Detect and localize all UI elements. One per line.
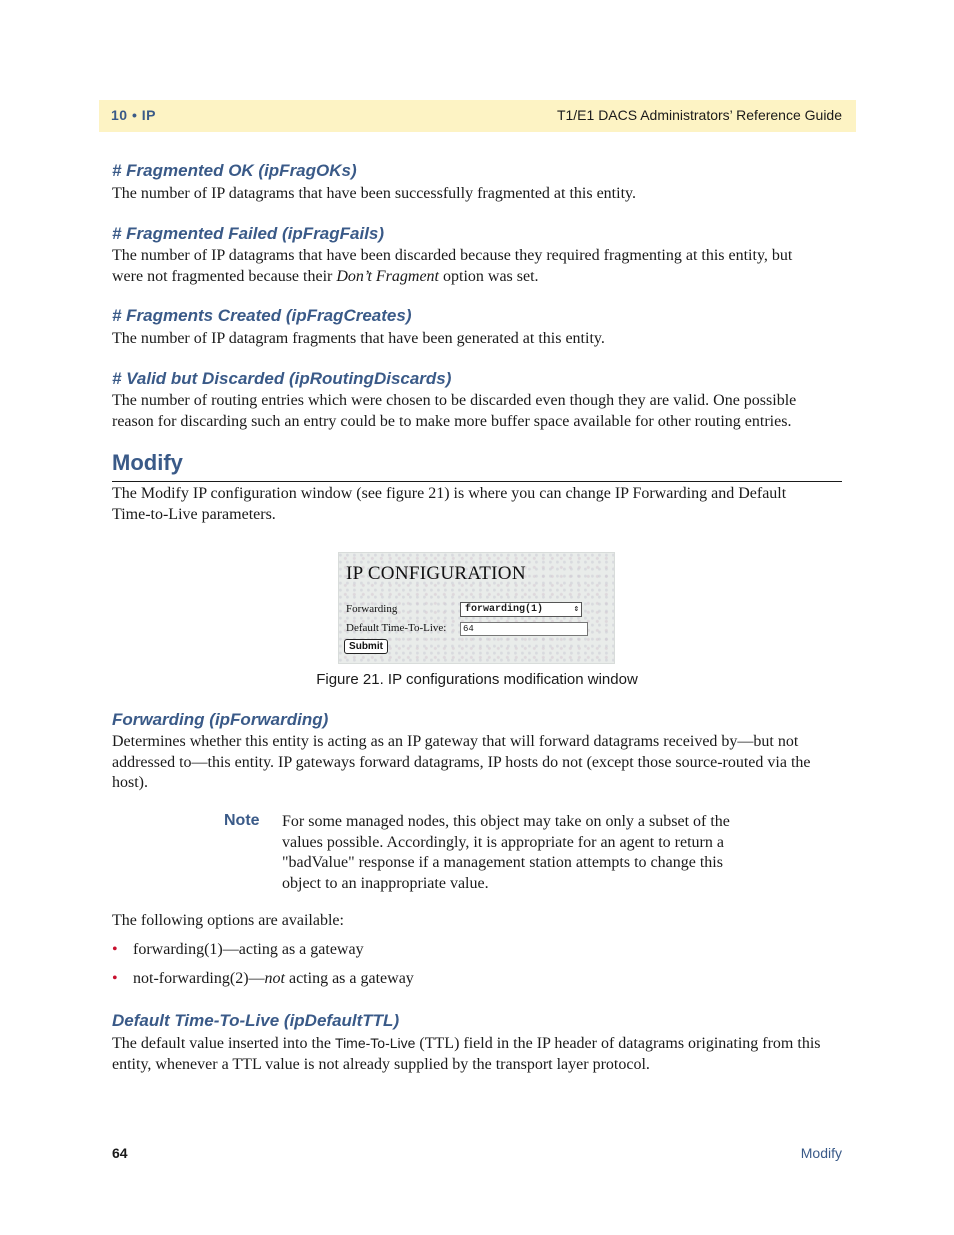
note-text bbox=[282, 812, 752, 894]
paragraph-default-ttl bbox=[112, 1033, 842, 1075]
heading-frag-ok: # Fragmented OK (ipFragOKs) bbox=[112, 161, 357, 180]
heading-forwarding: Forwarding (ipForwarding) bbox=[112, 710, 329, 729]
paragraph-frag-ok: The number of IP datagrams that have been successfully fragmented at this entity. bbox=[112, 185, 636, 202]
text-run: not-forwarding(2)— bbox=[133, 970, 265, 987]
bullet-icon: • bbox=[112, 970, 118, 987]
forwarding-select[interactable] bbox=[460, 602, 582, 617]
page-number: 64 bbox=[112, 1145, 128, 1161]
paragraph-modify bbox=[112, 484, 842, 525]
paragraph-line: Determines whether this entity is acting as an IP gateway that will forward datagrams received by—but not bbox=[112, 733, 799, 750]
paragraph-line: addressed to—this entity. IP gateways forward datagrams, IP hosts do not (except those source-routed via the bbox=[112, 753, 811, 771]
note-line: object to an inappropriate value. bbox=[282, 874, 489, 892]
paragraph-line: The number of routing entries which were chosen to be discarded even though they are valid. One possible bbox=[112, 392, 797, 409]
up-down-arrows-icon: ⇕ bbox=[573, 604, 579, 614]
guide-title: T1/E1 DACS Administrators’ Reference Guide bbox=[556, 107, 842, 123]
paragraph-line bbox=[112, 1033, 842, 1055]
heading-frag-fails: # Fragmented Failed (ipFragFails) bbox=[112, 224, 385, 243]
section-heading-modify: Modify bbox=[112, 450, 183, 475]
running-header bbox=[99, 100, 856, 132]
heading-frag-creates: # Fragments Created (ipFragCreates) bbox=[112, 306, 412, 325]
ip-configuration-screenshot bbox=[338, 552, 615, 664]
heading-routing-discards: # Valid but Discarded (ipRoutingDiscards) bbox=[112, 369, 452, 388]
figure-title: IP CONFIGURATION bbox=[346, 563, 526, 584]
ttl-label: Default Time-To-Live: bbox=[346, 622, 447, 634]
emphasis-text: Don’t Fragment bbox=[336, 267, 439, 285]
option-item: forwarding(1)—acting as a gateway bbox=[133, 941, 364, 958]
paragraph-line bbox=[112, 267, 842, 288]
heading-rule bbox=[112, 481, 842, 482]
emphasis-text: not bbox=[264, 970, 285, 987]
chapter-label: 10 • IP bbox=[111, 107, 156, 123]
text-run: acting as a gateway bbox=[284, 970, 414, 987]
note-line: values possible. Accordingly, it is appropriate for an agent to return a bbox=[282, 833, 724, 851]
paragraph-line: reason for discarding such an entry could be to make more buffer space available for other routing entries. bbox=[112, 412, 792, 430]
note-line: For some managed nodes, this object may take on only a subset of the bbox=[282, 813, 730, 830]
paragraph-frag-creates: The number of IP datagram fragments that have been generated at this entity. bbox=[112, 330, 605, 347]
text-run: option was set. bbox=[439, 267, 539, 285]
note-label: Note bbox=[224, 812, 260, 829]
forwarding-value: forwarding(1) bbox=[465, 604, 544, 615]
footer-section-name: Modify bbox=[800, 1145, 842, 1161]
ttl-input[interactable]: 64 bbox=[460, 622, 588, 636]
forwarding-label: Forwarding bbox=[346, 603, 398, 615]
figure-caption: Figure 21. IP configurations modification window bbox=[316, 671, 638, 688]
bullet-icon: • bbox=[112, 941, 118, 958]
paragraph-frag-fails bbox=[112, 246, 842, 287]
submit-button[interactable]: Submit bbox=[344, 639, 388, 654]
paragraph-routing-discards bbox=[112, 391, 842, 432]
text-run: The default value inserted into the bbox=[112, 1035, 336, 1052]
text-run: were not fragmented because their bbox=[112, 267, 337, 285]
text-run: (TTL) field in the IP header of datagrams originating from this bbox=[415, 1035, 821, 1052]
paragraph-line: entity, whenever a TTL value is not already supplied by the transport layer protocol. bbox=[112, 1055, 650, 1073]
paragraph-line: The number of IP datagrams that have been discarded because they required fragmenting at this entity, but bbox=[112, 247, 793, 264]
field-name-text: Time-To-Live bbox=[335, 1035, 416, 1051]
note-line: "badValue" response if a management station attempts to change this bbox=[282, 854, 723, 871]
options-intro: The following options are available: bbox=[112, 912, 344, 929]
paragraph-line: host). bbox=[112, 774, 148, 791]
paragraph-line: Time-to-Live parameters. bbox=[112, 505, 276, 523]
paragraph-line: The Modify IP configuration window (see figure 21) is where you can change IP Forwarding and Default bbox=[112, 485, 787, 502]
option-item bbox=[133, 970, 414, 988]
heading-default-ttl: Default Time-To-Live (ipDefaultTTL) bbox=[112, 1011, 400, 1030]
paragraph-forwarding bbox=[112, 732, 842, 794]
